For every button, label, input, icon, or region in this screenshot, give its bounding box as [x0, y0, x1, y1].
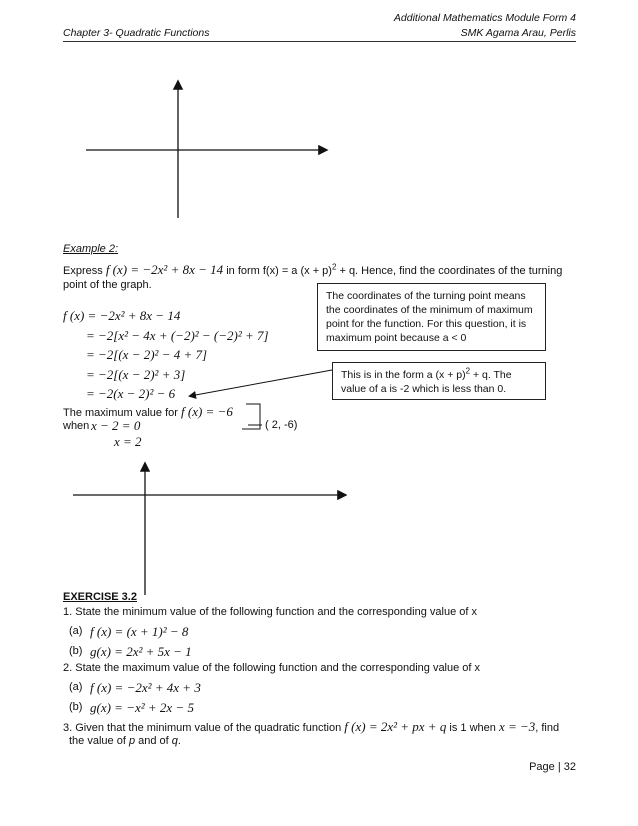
- q3-q: q: [171, 735, 178, 747]
- step-2: = −2[x² − 4x + (−2)² − (−2)² + 7]: [86, 328, 269, 343]
- superscript: 2: [331, 262, 337, 272]
- q1a-label: (a): [69, 625, 83, 637]
- q3-expr: f (x) = 2x² + px + q: [344, 719, 447, 734]
- note-form-b: + q. The value of a is -2 which is less than 0.: [341, 369, 512, 395]
- header-chapter: Chapter 3- Quadratic Functions: [63, 27, 210, 39]
- when-label: when: [63, 420, 90, 432]
- max-label: The maximum value for: [63, 407, 178, 419]
- q3-expr-2: x = −3: [498, 719, 536, 734]
- when-expr-2: x = 2: [114, 434, 142, 449]
- instruction-text-a: in form f(x) = a (x + p): [226, 265, 332, 277]
- question-1: 1. State the minimum value of the following function and the corresponding value of x: [63, 606, 477, 618]
- instruction-line-2: point of the graph.: [63, 279, 152, 291]
- example-title: Example 2:: [63, 243, 119, 255]
- note-form-a: This is in the form a (x + p): [341, 369, 466, 381]
- q1b-label: (b): [69, 645, 83, 657]
- q1b-expr: g(x) = 2x² + 5x − 1: [90, 644, 192, 659]
- exercise-title: EXERCISE 3.2: [63, 591, 137, 603]
- superscript: 2: [465, 366, 471, 376]
- when-expr-1: x − 2 = 0: [91, 418, 141, 433]
- q2b-expr: g(x) = −x² + 2x − 5: [90, 700, 194, 715]
- example-expression: f (x) = −2x² + 8x − 14: [105, 262, 224, 277]
- page-number: Page | 32: [529, 761, 576, 773]
- q3-text-b: is 1 when: [449, 722, 496, 734]
- question-3: [63, 719, 559, 735]
- step-5: = −2(x − 2)² − 6: [86, 386, 176, 401]
- q3-line2-a: the value of: [69, 735, 129, 747]
- instruction-text-b: + q. Hence, find the coordinates of the turning: [336, 265, 563, 277]
- q1a-expr: f (x) = (x + 1)² − 8: [90, 624, 189, 639]
- step-4: = −2[(x − 2)² + 3]: [86, 367, 186, 382]
- header-module-title: Additional Mathematics Module Form 4: [393, 12, 576, 24]
- question-3-line-2: [69, 735, 181, 747]
- express-word: Express: [63, 265, 103, 277]
- step-1: f (x) = −2x² + 8x − 14: [63, 308, 181, 323]
- q3-text-a: 3. Given that the minimum value of the quadratic function: [63, 722, 342, 734]
- q2a-expr: f (x) = −2x² + 4x + 3: [90, 680, 201, 695]
- blank-axes-2: [55, 450, 365, 600]
- header-school: SMK Agama Arau, Perlis: [460, 27, 576, 39]
- question-2: 2. State the maximum value of the following function and the corresponding value of x: [63, 662, 481, 674]
- q2a-label: (a): [69, 681, 83, 693]
- turning-point-coordinates: ( 2, -6): [265, 419, 298, 431]
- max-expression: f (x) = −6: [181, 404, 233, 419]
- q3-text-c: , find: [535, 722, 560, 734]
- q3-end: .: [177, 735, 181, 747]
- q3-p: p: [128, 735, 136, 747]
- step-3: = −2[(x − 2)² − 4 + 7]: [86, 347, 208, 362]
- q3-and: and of: [135, 735, 172, 747]
- note-turning-point: The coordinates of the turning point means the coordinates of the minimum of maximum point for the function. For this question, it is maximum point because a < 0: [317, 283, 546, 351]
- q2b-label: (b): [69, 701, 83, 713]
